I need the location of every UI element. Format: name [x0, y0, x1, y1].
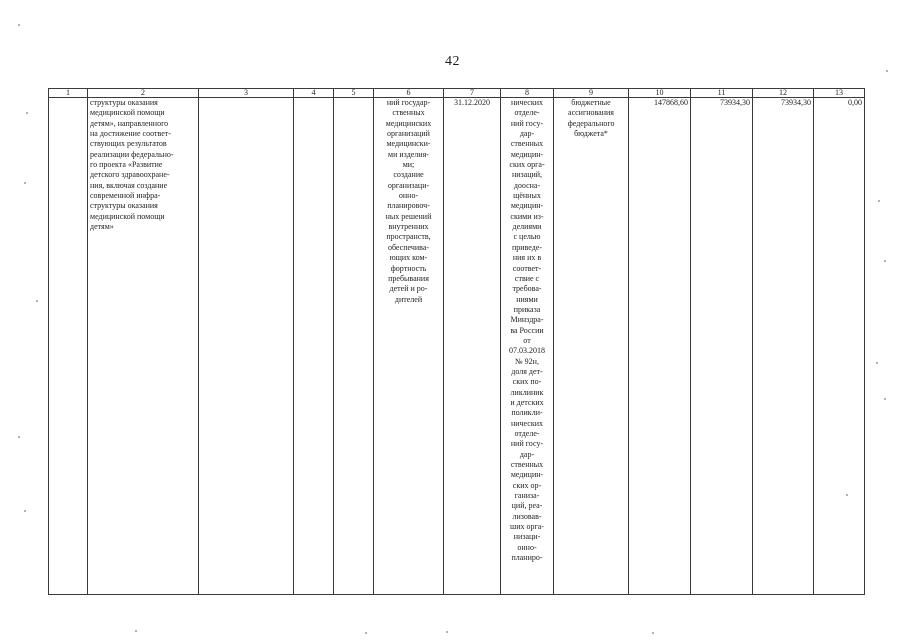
- cell-col-1: [49, 98, 88, 595]
- column-number-12: 12: [753, 89, 814, 98]
- scan-speck: [884, 260, 886, 262]
- cell-funding-source: бюджетные ассигнования федерального бюджета*: [554, 98, 629, 595]
- scan-speck: [18, 24, 20, 26]
- page-number: 42: [445, 54, 460, 69]
- column-number-7: 7: [444, 89, 501, 98]
- scan-speck: [652, 632, 654, 634]
- column-number-8: 8: [501, 89, 554, 98]
- scan-speck: [884, 398, 886, 400]
- cell-event-description: структуры оказания медицинской помощи детям», направленного на достижение соответ- ствующих результатов реализации федерально- го проекта «Развитие детского здравоохране- ния, включая создание современной инфра- структуры оказания медицинской помощи детям»: [88, 98, 199, 595]
- scan-speck: [446, 631, 448, 633]
- cell-amount-col-11: 73934,30: [691, 98, 753, 595]
- cell-col-4: [294, 98, 334, 595]
- scan-speck: [26, 112, 28, 114]
- cell-indicator-description: нических отделе- ний госу- дар- ственных медицин- ских орга- низаций, доосна- щённых медицин- скими из- делиями с целью приведе- ния их в соответ- ствие с требова- ниями приказа Минздра- ва России от 07.03.2018 № 92н, доля дет- ских по- ликлиник и детских поликли- нических отделе- ний госу- дар- ственных медицин- ских ор- ганиза- ций, реа- лизовав- ших орга- низаци- онно- планиро-: [501, 98, 554, 595]
- scan-speck: [846, 494, 848, 496]
- scan-speck: [886, 70, 888, 72]
- column-number-2: 2: [88, 89, 199, 98]
- scan-speck: [36, 300, 38, 302]
- column-number-11: 11: [691, 89, 753, 98]
- cell-col-5: [334, 98, 374, 595]
- scan-speck: [878, 200, 880, 202]
- column-number-9: 9: [554, 89, 629, 98]
- column-number-4: 4: [294, 89, 334, 98]
- cell-amount-col-13: 0,00: [814, 98, 865, 595]
- cell-result-description: ний государ- ственных медицинских организаций медицински- ми изделия- ми; создание организаци- онно- планировоч- ных решений внутренних пространств, обеспечива- ющих ком- фортность пребывания детей и ро- дителей: [374, 98, 444, 595]
- scan-speck: [24, 182, 26, 184]
- cell-deadline-date: 31.12.2020: [444, 98, 501, 595]
- scan-speck: [135, 630, 137, 632]
- table-row: [49, 98, 865, 595]
- scan-speck: [24, 510, 26, 512]
- column-number-1: 1: [49, 89, 88, 98]
- column-number-10: 10: [629, 89, 691, 98]
- column-number-5: 5: [334, 89, 374, 98]
- column-number-row: [49, 89, 865, 98]
- column-number-3: 3: [199, 89, 294, 98]
- cell-col-3: [199, 98, 294, 595]
- column-number-6: 6: [374, 89, 444, 98]
- document-table: [48, 88, 865, 595]
- cell-amount-total: 147868,60: [629, 98, 691, 595]
- scan-speck: [876, 362, 878, 364]
- column-number-13: 13: [814, 89, 865, 98]
- scan-speck: [365, 632, 367, 634]
- scan-speck: [18, 436, 20, 438]
- cell-amount-col-12: 73934,30: [753, 98, 814, 595]
